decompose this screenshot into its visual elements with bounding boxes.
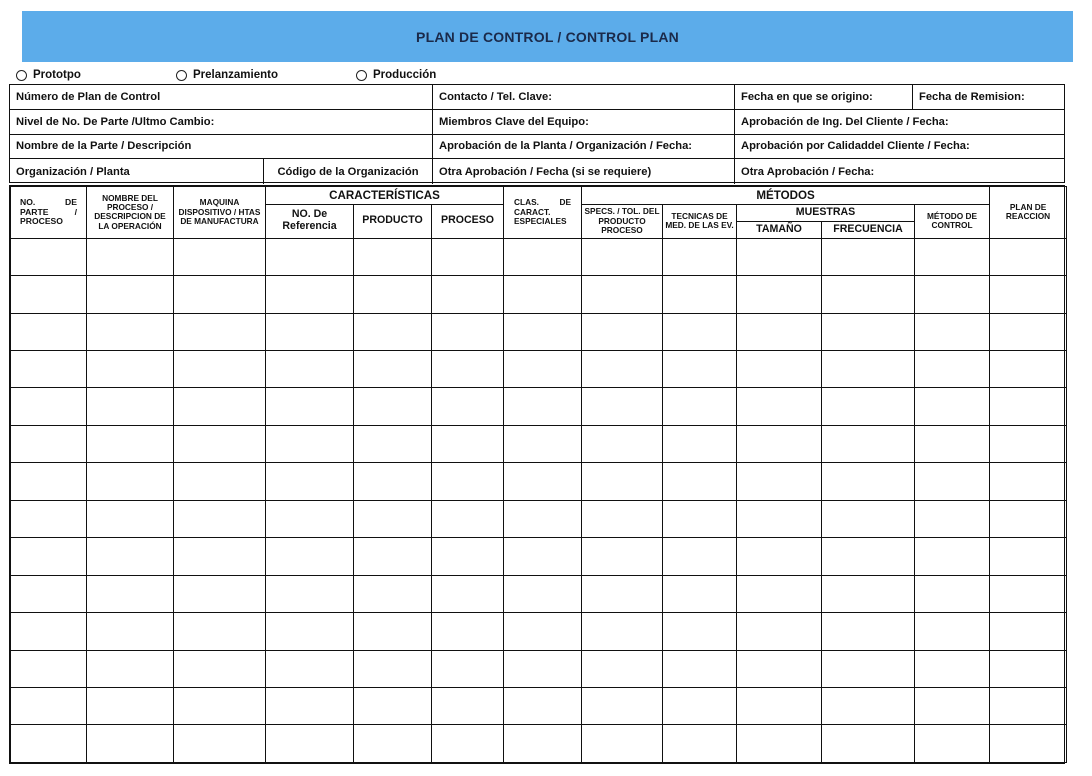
table-cell[interactable] <box>663 613 737 650</box>
table-cell[interactable] <box>174 425 266 462</box>
table-cell[interactable] <box>822 313 915 350</box>
document-title-bar <box>22 11 1073 62</box>
table-cell[interactable] <box>915 351 990 388</box>
field-aprobacion-calidad-cliente[interactable] <box>735 135 1063 159</box>
table-cell[interactable] <box>663 500 737 537</box>
table-cell[interactable] <box>504 238 582 275</box>
table-cell[interactable] <box>990 500 1067 537</box>
table-cell[interactable] <box>737 725 822 763</box>
table-cell[interactable] <box>663 238 737 275</box>
table-cell[interactable] <box>11 725 87 763</box>
table-cell[interactable] <box>915 613 990 650</box>
table-cell[interactable] <box>354 425 432 462</box>
table-cell[interactable] <box>582 388 663 425</box>
table-cell[interactable] <box>87 313 174 350</box>
field-label: Aprobación de la Planta / Organización / Fecha: <box>439 140 693 153</box>
table-cell[interactable] <box>990 538 1067 575</box>
field-label: Código de la Organización <box>277 165 419 178</box>
table-cell[interactable] <box>990 388 1067 425</box>
table-cell[interactable] <box>87 538 174 575</box>
table-cell[interactable] <box>432 725 504 763</box>
table-row <box>11 650 1067 687</box>
field-aprobacion-ing-cliente[interactable] <box>735 110 1063 134</box>
table-cell[interactable] <box>174 538 266 575</box>
table-cell[interactable] <box>663 650 737 687</box>
table-cell[interactable] <box>737 538 822 575</box>
table-cell[interactable] <box>737 687 822 724</box>
info-row <box>10 110 1064 135</box>
table-cell[interactable] <box>582 650 663 687</box>
table-cell[interactable] <box>737 425 822 462</box>
table-cell[interactable] <box>822 463 915 500</box>
table-cell[interactable] <box>504 313 582 350</box>
table-cell[interactable] <box>915 538 990 575</box>
table-cell[interactable] <box>432 276 504 313</box>
radio-icon[interactable] <box>176 70 187 81</box>
table-cell[interactable] <box>354 538 432 575</box>
field-label: Otra Aprobación / Fecha: <box>741 165 875 178</box>
table-cell[interactable] <box>990 613 1067 650</box>
table-row <box>11 575 1067 612</box>
table-cell[interactable] <box>915 575 990 612</box>
table-row <box>11 613 1067 650</box>
table-cell[interactable] <box>822 575 915 612</box>
table-cell[interactable] <box>663 313 737 350</box>
table-cell[interactable] <box>266 687 354 724</box>
table-row <box>11 238 1067 275</box>
table-cell[interactable] <box>663 425 737 462</box>
col-header-line: PROCESO <box>20 216 63 227</box>
table-cell[interactable] <box>174 650 266 687</box>
table-cell[interactable] <box>504 650 582 687</box>
col-header-nombre-proceso: NOMBRE DEL PROCESO / DESCRIPCION DE LA OPERACIÓN <box>87 187 174 239</box>
table-cell[interactable] <box>737 238 822 275</box>
table-cell[interactable] <box>663 725 737 763</box>
field-organizacion-planta[interactable] <box>10 159 264 184</box>
table-cell[interactable] <box>582 725 663 763</box>
table-cell[interactable] <box>582 351 663 388</box>
table-cell[interactable] <box>354 351 432 388</box>
table-row <box>11 538 1067 575</box>
table-cell[interactable] <box>87 388 174 425</box>
control-plan-table <box>10 186 1067 763</box>
table-cell[interactable] <box>663 463 737 500</box>
table-header <box>11 187 1067 239</box>
table-cell[interactable] <box>822 687 915 724</box>
table-row <box>11 500 1067 537</box>
field-contacto-tel-clave[interactable] <box>433 85 735 109</box>
table-cell[interactable] <box>11 425 87 462</box>
table-cell[interactable] <box>266 351 354 388</box>
table-cell[interactable] <box>990 425 1067 462</box>
table-cell[interactable] <box>11 500 87 537</box>
table-cell[interactable] <box>354 500 432 537</box>
table-cell[interactable] <box>737 313 822 350</box>
table-cell[interactable] <box>990 725 1067 763</box>
table-cell[interactable] <box>582 463 663 500</box>
table-cell[interactable] <box>990 463 1067 500</box>
table-cell[interactable] <box>87 613 174 650</box>
page-title: PLAN DE CONTROL / CONTROL PLAN <box>416 28 679 45</box>
field-label: Miembros Clave del Equipo: <box>439 115 589 128</box>
table-cell[interactable] <box>582 313 663 350</box>
table-row <box>11 351 1067 388</box>
table-cell[interactable] <box>266 388 354 425</box>
table-cell[interactable] <box>582 538 663 575</box>
stage-option-produccion[interactable] <box>356 66 436 84</box>
table-cell[interactable] <box>266 425 354 462</box>
info-row <box>10 135 1064 160</box>
field-otra-aprobacion-fecha[interactable] <box>735 159 1063 184</box>
col-header-maquina-dispositivo: MAQUINA DISPOSITIVO / HTAS DE MANUFACTURA <box>174 187 266 239</box>
table-cell[interactable] <box>354 687 432 724</box>
table-cell[interactable] <box>11 575 87 612</box>
table-cell[interactable] <box>915 725 990 763</box>
table-cell[interactable] <box>87 575 174 612</box>
table-cell[interactable] <box>582 500 663 537</box>
table-cell[interactable] <box>174 463 266 500</box>
table-cell[interactable] <box>432 425 504 462</box>
table-header-row-1 <box>11 187 1067 205</box>
table-cell[interactable] <box>915 313 990 350</box>
table-cell[interactable] <box>822 650 915 687</box>
table-cell[interactable] <box>822 538 915 575</box>
table-cell[interactable] <box>737 388 822 425</box>
stage-option-label: Prelanzamiento <box>193 69 278 81</box>
table-cell[interactable] <box>432 463 504 500</box>
table-cell[interactable] <box>737 500 822 537</box>
table-cell[interactable] <box>432 500 504 537</box>
field-otra-aprobacion-si-requiere[interactable] <box>433 159 735 184</box>
table-row <box>11 725 1067 763</box>
col-header-plan-reaccion: PLAN DE REACCION <box>990 187 1067 239</box>
table-cell[interactable] <box>432 238 504 275</box>
table-cell[interactable] <box>11 313 87 350</box>
table-cell[interactable] <box>915 276 990 313</box>
table-cell[interactable] <box>504 500 582 537</box>
table-cell[interactable] <box>354 575 432 612</box>
field-aprobacion-planta-organizacion[interactable] <box>433 135 735 159</box>
table-cell[interactable] <box>174 276 266 313</box>
table-cell[interactable] <box>174 313 266 350</box>
table-cell[interactable] <box>87 500 174 537</box>
col-header-tecnicas-medicion: TECNICAS DE MED. DE LAS EV. <box>663 204 737 238</box>
table-cell[interactable] <box>174 725 266 763</box>
group-header-muestras: MUESTRAS <box>737 204 915 221</box>
table-cell[interactable] <box>266 650 354 687</box>
table-cell[interactable] <box>174 687 266 724</box>
table-cell[interactable] <box>504 575 582 612</box>
table-cell[interactable] <box>266 238 354 275</box>
table-cell[interactable] <box>432 613 504 650</box>
col-header-producto: PRODUCTO <box>354 204 432 238</box>
table-cell[interactable] <box>266 575 354 612</box>
stage-options-row <box>9 66 1065 84</box>
table-cell[interactable] <box>504 687 582 724</box>
field-label: Número de Plan de Control <box>16 90 161 103</box>
table-cell[interactable] <box>87 687 174 724</box>
table-cell[interactable] <box>174 351 266 388</box>
table-cell[interactable] <box>822 613 915 650</box>
table-cell[interactable] <box>87 276 174 313</box>
table-cell[interactable] <box>663 687 737 724</box>
col-header-specs-tol-producto-proceso: SPECS. / TOL. DEL PRODUCTO PROCESO <box>582 204 663 238</box>
table-cell[interactable] <box>504 351 582 388</box>
stage-option-prelanzamiento[interactable] <box>176 66 278 84</box>
table-cell[interactable] <box>990 351 1067 388</box>
table-cell[interactable] <box>11 388 87 425</box>
table-cell[interactable] <box>504 463 582 500</box>
table-cell[interactable] <box>354 725 432 763</box>
table-cell[interactable] <box>737 463 822 500</box>
table-cell[interactable] <box>266 538 354 575</box>
col-header-clas-caract-especiales <box>504 187 582 239</box>
col-header-line: CARACT. <box>514 206 551 217</box>
table-cell[interactable] <box>822 276 915 313</box>
stage-option-label: Prototpo <box>33 69 81 81</box>
field-numero-plan-control[interactable] <box>10 85 433 109</box>
table-cell[interactable] <box>11 650 87 687</box>
table-cell[interactable] <box>432 388 504 425</box>
table-cell[interactable] <box>266 276 354 313</box>
table-cell[interactable] <box>990 687 1067 724</box>
table-cell[interactable] <box>432 650 504 687</box>
field-fecha-origino[interactable] <box>735 85 913 109</box>
table-cell[interactable] <box>822 725 915 763</box>
table-cell[interactable] <box>11 276 87 313</box>
table-cell[interactable] <box>504 425 582 462</box>
table-cell[interactable] <box>822 388 915 425</box>
table-row <box>11 463 1067 500</box>
field-label: Nivel de No. De Parte /Ultmo Cambio: <box>16 115 215 128</box>
table-cell[interactable] <box>915 463 990 500</box>
field-nombre-parte-descripcion[interactable] <box>10 135 433 159</box>
table-cell[interactable] <box>354 613 432 650</box>
col-header-line: ESPECIALES <box>514 215 567 226</box>
table-cell[interactable] <box>87 238 174 275</box>
table-cell[interactable] <box>822 425 915 462</box>
table-cell[interactable] <box>822 500 915 537</box>
col-header-line: CLAS. DE <box>514 197 572 208</box>
table-cell[interactable] <box>504 388 582 425</box>
table-cell[interactable] <box>11 463 87 500</box>
table-cell[interactable] <box>990 575 1067 612</box>
field-label: Organización / Planta <box>16 165 130 178</box>
table-cell[interactable] <box>87 650 174 687</box>
table-cell[interactable] <box>87 463 174 500</box>
table-cell[interactable] <box>174 575 266 612</box>
col-header-proceso: PROCESO <box>432 204 504 238</box>
table-cell[interactable] <box>663 276 737 313</box>
table-cell[interactable] <box>266 313 354 350</box>
table-cell[interactable] <box>174 500 266 537</box>
table-row <box>11 276 1067 313</box>
table-cell[interactable] <box>663 388 737 425</box>
stage-option-label: Producción <box>373 69 437 81</box>
table-body <box>11 238 1067 762</box>
table-cell[interactable] <box>266 500 354 537</box>
info-row <box>10 85 1064 110</box>
table-cell[interactable] <box>174 388 266 425</box>
table-cell[interactable] <box>915 388 990 425</box>
table-cell[interactable] <box>663 575 737 612</box>
table-cell[interactable] <box>737 276 822 313</box>
table-cell[interactable] <box>915 238 990 275</box>
table-cell[interactable] <box>432 575 504 612</box>
table-cell[interactable] <box>582 425 663 462</box>
radio-icon[interactable] <box>356 70 367 81</box>
field-label: Nombre de la Parte / Descripción <box>16 140 192 153</box>
field-miembros-clave-equipo[interactable] <box>433 110 735 134</box>
table-cell[interactable] <box>354 276 432 313</box>
table-cell[interactable] <box>915 687 990 724</box>
table-cell[interactable] <box>915 425 990 462</box>
table-cell[interactable] <box>11 687 87 724</box>
table-cell[interactable] <box>504 538 582 575</box>
table-cell[interactable] <box>663 538 737 575</box>
table-cell[interactable] <box>11 351 87 388</box>
field-label: Fecha de Remision: <box>919 90 1025 103</box>
info-row <box>10 159 1064 184</box>
group-header-caracteristicas: CARACTERÍSTICAS <box>266 187 504 205</box>
table-cell[interactable] <box>266 725 354 763</box>
field-label: Aprobación de Ing. Del Cliente / Fecha: <box>741 115 949 128</box>
table-cell[interactable] <box>990 276 1067 313</box>
table-cell[interactable] <box>266 463 354 500</box>
table-row <box>11 388 1067 425</box>
table-cell[interactable] <box>582 687 663 724</box>
table-cell[interactable] <box>174 613 266 650</box>
table-cell[interactable] <box>582 613 663 650</box>
document-info-block <box>9 84 1065 183</box>
table-cell[interactable] <box>354 650 432 687</box>
col-header-line: NO. DE <box>20 196 77 207</box>
group-header-metodos: MÉTODOS <box>582 187 990 205</box>
table-cell[interactable] <box>354 388 432 425</box>
table-cell[interactable] <box>354 463 432 500</box>
table-row <box>11 687 1067 724</box>
table-cell[interactable] <box>990 238 1067 275</box>
table-cell[interactable] <box>266 613 354 650</box>
table-row <box>11 425 1067 462</box>
table-cell[interactable] <box>990 650 1067 687</box>
table-cell[interactable] <box>990 313 1067 350</box>
stage-option-prototipo[interactable] <box>16 66 81 84</box>
table-cell[interactable] <box>354 313 432 350</box>
table-cell[interactable] <box>737 613 822 650</box>
table-cell[interactable] <box>582 238 663 275</box>
table-cell[interactable] <box>737 351 822 388</box>
table-cell[interactable] <box>87 425 174 462</box>
table-cell[interactable] <box>432 687 504 724</box>
table-cell[interactable] <box>582 276 663 313</box>
table-cell[interactable] <box>87 351 174 388</box>
table-cell[interactable] <box>582 575 663 612</box>
col-header-tamano: TAMAÑO <box>737 221 822 238</box>
table-cell[interactable] <box>915 500 990 537</box>
table-cell[interactable] <box>87 725 174 763</box>
field-label: Fecha en que se origino: <box>741 90 873 103</box>
table-row <box>11 313 1067 350</box>
table-cell[interactable] <box>11 238 87 275</box>
field-label: Aprobación por Calidaddel Cliente / Fecha: <box>741 140 970 153</box>
table-cell[interactable] <box>822 351 915 388</box>
table-cell[interactable] <box>504 725 582 763</box>
table-cell[interactable] <box>915 650 990 687</box>
field-fecha-remision[interactable] <box>913 85 1063 109</box>
table-cell[interactable] <box>504 276 582 313</box>
field-nivel-no-parte[interactable] <box>10 110 433 134</box>
col-header-line: PARTE / <box>20 206 77 217</box>
table-cell[interactable] <box>11 538 87 575</box>
col-header-no-parte-proceso <box>11 187 87 239</box>
table-cell[interactable] <box>432 538 504 575</box>
table-cell[interactable] <box>663 351 737 388</box>
field-label: Otra Aprobación / Fecha (si se requiere) <box>439 165 652 178</box>
col-header-metodo-control: MÉTODO DE CONTROL <box>915 204 990 238</box>
table-cell[interactable] <box>432 313 504 350</box>
control-plan-table-wrapper <box>9 185 1065 764</box>
table-cell[interactable] <box>11 613 87 650</box>
col-header-frecuencia: FRECUENCIA <box>822 221 915 238</box>
table-cell[interactable] <box>174 238 266 275</box>
field-codigo-organizacion[interactable] <box>264 159 433 184</box>
table-cell[interactable] <box>504 613 582 650</box>
field-label: Contacto / Tel. Clave: <box>439 90 552 103</box>
table-cell[interactable] <box>432 351 504 388</box>
col-header-no-referencia: NO. De Referencia <box>266 204 354 238</box>
table-cell[interactable] <box>354 238 432 275</box>
radio-icon[interactable] <box>16 70 27 81</box>
table-cell[interactable] <box>822 238 915 275</box>
table-cell[interactable] <box>737 650 822 687</box>
table-cell[interactable] <box>737 575 822 612</box>
